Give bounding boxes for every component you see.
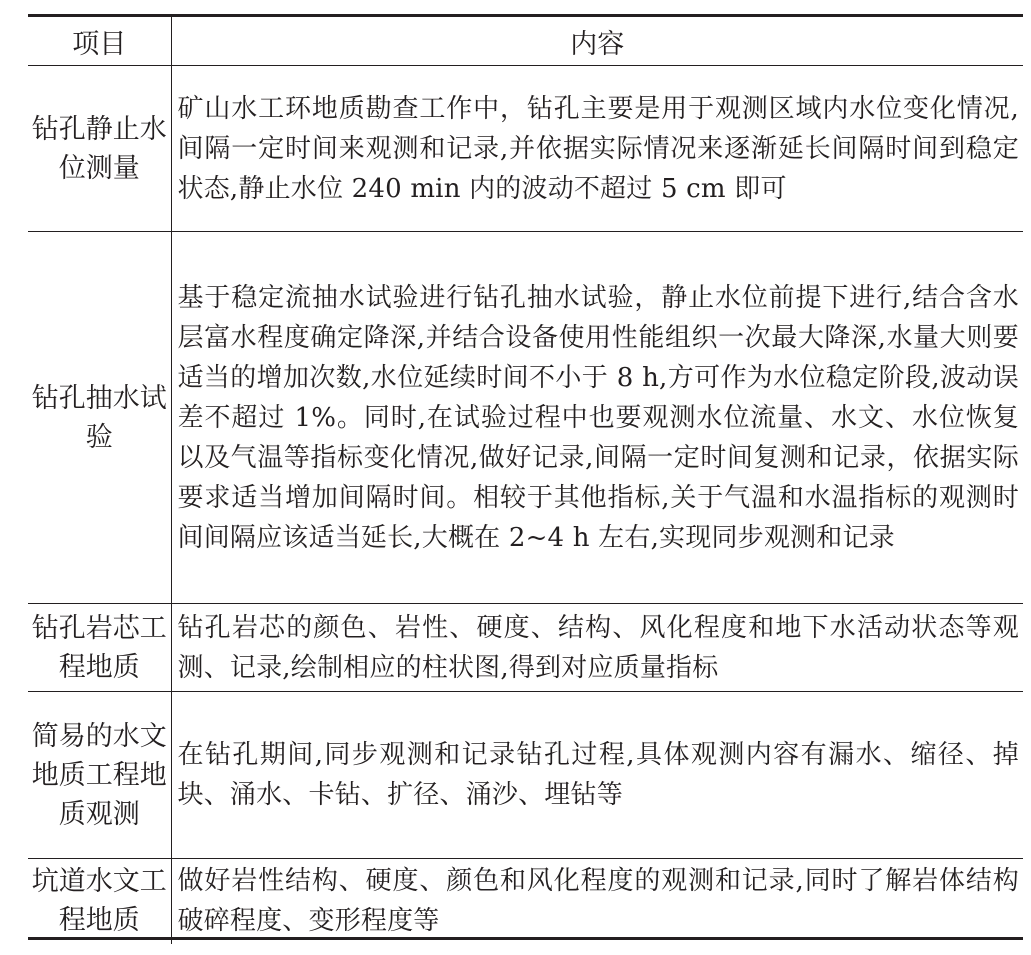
data-table [28,17,1023,944]
header-row [28,17,1023,66]
row-content: 矿山水工环地质勘查工作中，钻孔主要是用于观测区域内水位变化情况,间隔一定时间来观测和记录,并依据实际情况来逐渐延长间隔时间到稳定状态,静止水位 240 min 内的波动不超过 5 cm 即可 [171,66,1023,232]
row-content: 钻孔岩芯的颜色、岩性、硬度、结构、风化程度和地下水活动状态等观测、记录,绘制相应的柱状图,得到对应质量指标 [171,604,1023,692]
header-content: 内容 [171,17,1023,66]
row-content: 基于稳定流抽水试验进行钻孔抽水试验，静止水位前提下进行,结合含水层富水程度确定降深,并结合设备使用性能组织一次最大降深,水量大则要适当的增加次数,水位延续时间不小于 8 h,方可作为水位稳定阶段,波动误差不超过 1%。同时,在试验过程中也要观测水位流量、水文、水位恢复以及气温等指标变化情况,做好记录,间隔一定时间复测和记录，依据实际要求适当增加间隔时间。相较于其他指标,关于气温和水温指标的观测时间间隔应该适当延长,大概在 2~4 h 左右,实现同步观测和记录 [171,232,1023,604]
row-item: 简易的水文地质工程地质观测 [28,692,171,859]
row-content: 在钻孔期间,同步观测和记录钻孔过程,具体观测内容有漏水、缩径、掉块、涌水、卡钻、扩径、涌沙、埋钻等 [171,692,1023,859]
table-row [28,604,1023,692]
table-row [28,232,1023,604]
table-row [28,859,1023,944]
table-row [28,692,1023,859]
row-item: 钻孔抽水试验 [28,232,171,604]
row-item: 钻孔岩芯工程地质 [28,604,171,692]
document-page [28,14,1023,940]
row-item: 钻孔静止水位测量 [28,66,171,232]
table-row [28,66,1023,232]
header-item: 项目 [28,17,171,66]
row-content: 做好岩性结构、硬度、颜色和风化程度的观测和记录,同时了解岩体结构破碎程度、变形程度等 [171,859,1023,944]
row-item: 坑道水文工程地质 [28,859,171,944]
